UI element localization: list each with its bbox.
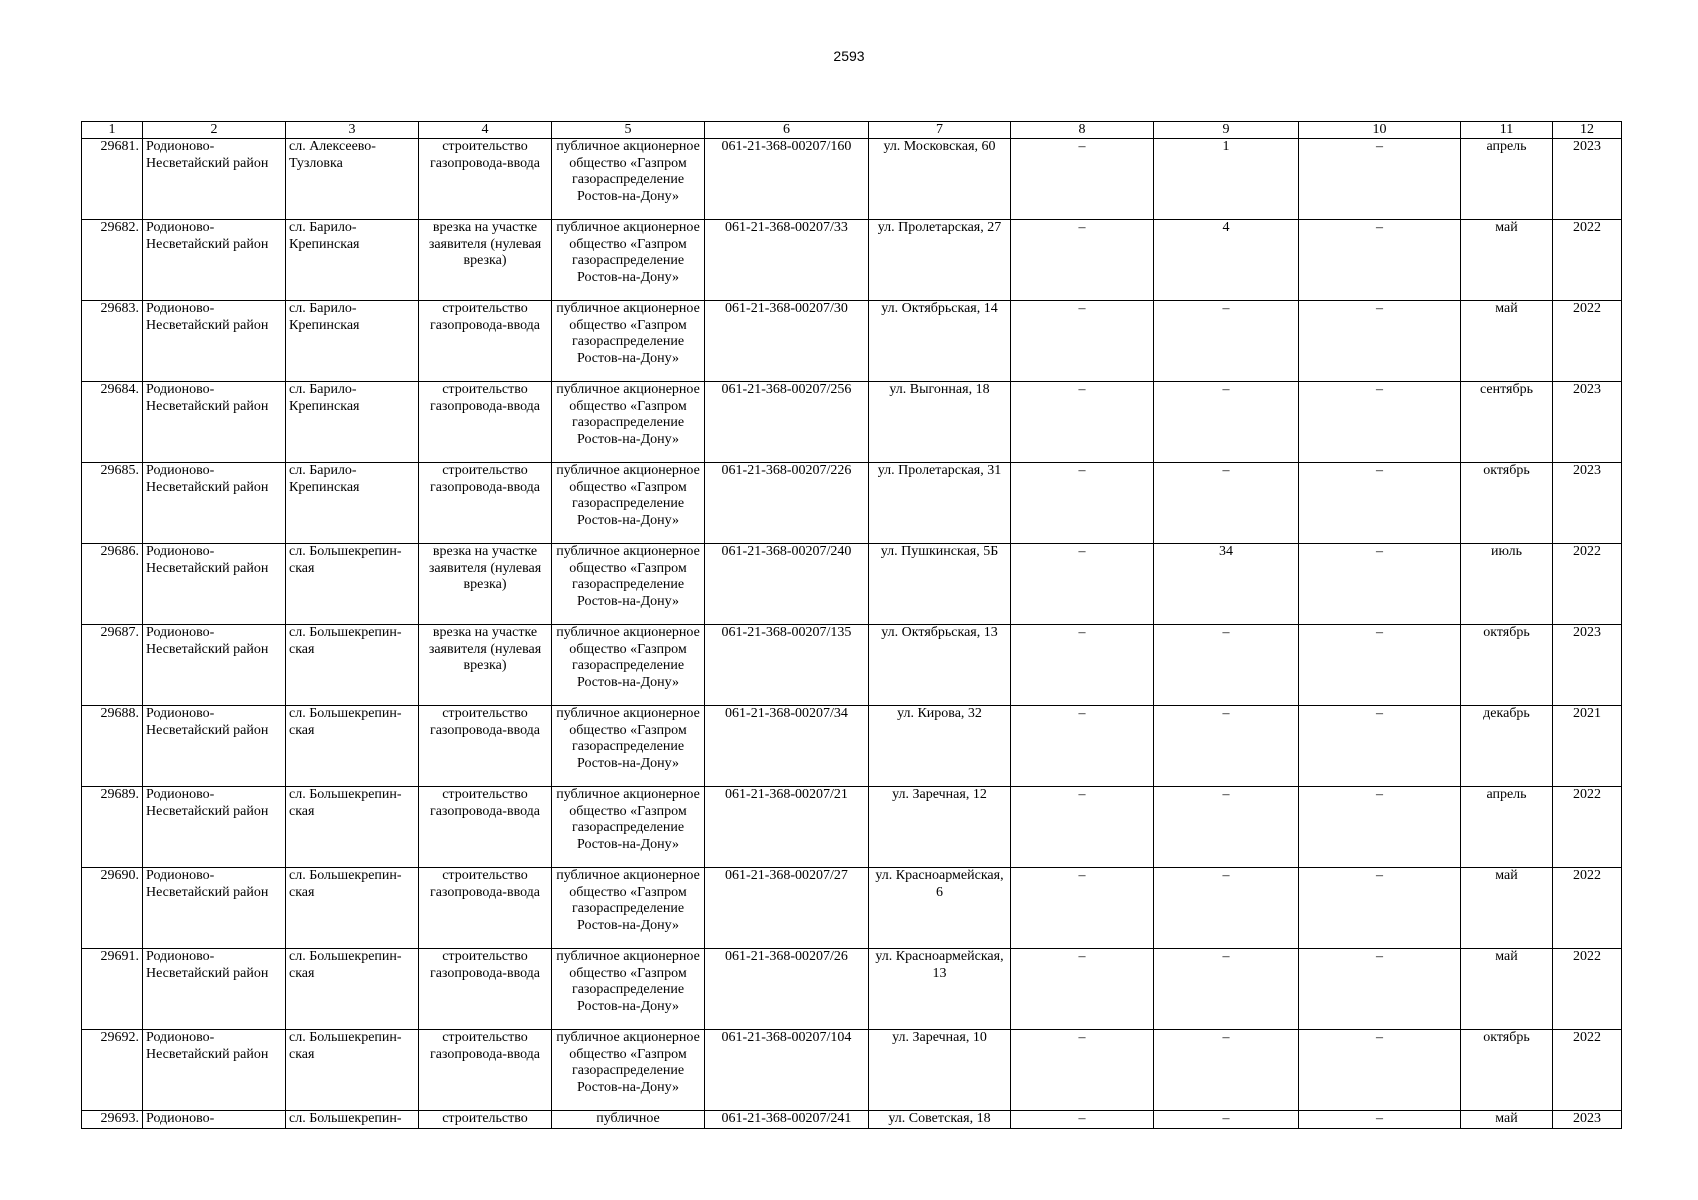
table-cell-col-1: 29683. xyxy=(82,301,143,382)
data-table xyxy=(81,121,1622,1129)
table-cell-col-3: сл. Большекрепин-ская xyxy=(286,1030,419,1111)
table-cell-col-8: – xyxy=(1011,868,1154,949)
table-cell-col-8: – xyxy=(1011,301,1154,382)
table-cell-col-2: Родионово-Несветайский район xyxy=(143,625,286,706)
table-cell-col-1: 29682. xyxy=(82,220,143,301)
table-cell-col-2: Родионово-Несветайский район xyxy=(143,706,286,787)
table-row xyxy=(82,139,1622,220)
table-cell-col-4: строительство газопровода-ввода xyxy=(419,301,552,382)
table-cell-col-5: публичное акционерное общество «Газпром газораспределение Ростов-на-Дону» xyxy=(552,382,705,463)
table-cell-col-11: октябрь xyxy=(1461,625,1553,706)
table-cell-col-4: строительство газопровода-ввода xyxy=(419,787,552,868)
table-cell-col-3: сл. Барило-Крепинская xyxy=(286,463,419,544)
table-cell-col-9: – xyxy=(1154,382,1299,463)
table-cell-col-1: 29681. xyxy=(82,139,143,220)
table-row xyxy=(82,382,1622,463)
table-cell-col-1: 29688. xyxy=(82,706,143,787)
table-cell-col-2: Родионово-Несветайский район xyxy=(143,949,286,1030)
table-cell-col-3: сл. Большекрепин-ская xyxy=(286,706,419,787)
table-cell-col-3: сл. Барило-Крепинская xyxy=(286,301,419,382)
column-header-3: 3 xyxy=(286,122,419,139)
table-cell-col-7: ул. Пролетарская, 31 xyxy=(869,463,1011,544)
table-row xyxy=(82,544,1622,625)
table-cell-col-10: – xyxy=(1299,301,1461,382)
table-cell-col-3: сл. Большекрепин-ская xyxy=(286,868,419,949)
table-cell-col-11: май xyxy=(1461,868,1553,949)
table-cell-col-4: строительство газопровода-ввода xyxy=(419,706,552,787)
table-cell-col-10: – xyxy=(1299,139,1461,220)
table-cell-col-8: – xyxy=(1011,949,1154,1030)
table-cell-col-12: 2023 xyxy=(1553,1111,1622,1129)
table-cell-col-9: – xyxy=(1154,868,1299,949)
table-row xyxy=(82,1030,1622,1111)
column-header-6: 6 xyxy=(705,122,869,139)
column-header-12: 12 xyxy=(1553,122,1622,139)
column-header-8: 8 xyxy=(1011,122,1154,139)
table-cell-col-5: публичное акционерное общество «Газпром газораспределение Ростов-на-Дону» xyxy=(552,1030,705,1111)
table-cell-col-4: строительство газопровода-ввода xyxy=(419,949,552,1030)
table-cell-col-5: публичное акционерное общество «Газпром газораспределение Ростов-на-Дону» xyxy=(552,787,705,868)
table-cell-col-6: 061-21-368-00207/240 xyxy=(705,544,869,625)
table-cell-col-5: публичное xyxy=(552,1111,705,1129)
table-cell-col-2: Родионово-Несветайский район xyxy=(143,868,286,949)
table-cell-col-12: 2022 xyxy=(1553,949,1622,1030)
table-cell-col-3: сл. Большекрепин-ская xyxy=(286,544,419,625)
table-row xyxy=(82,706,1622,787)
table-cell-col-5: публичное акционерное общество «Газпром газораспределение Ростов-на-Дону» xyxy=(552,220,705,301)
page-number: 2593 xyxy=(833,48,865,64)
table-cell-col-9: – xyxy=(1154,463,1299,544)
table-cell-col-11: май xyxy=(1461,949,1553,1030)
table-cell-col-1: 29693. xyxy=(82,1111,143,1129)
table-cell-col-2: Родионово-Несветайский район xyxy=(143,544,286,625)
column-header-1: 1 xyxy=(82,122,143,139)
table-cell-col-8: – xyxy=(1011,463,1154,544)
table-cell-col-12: 2022 xyxy=(1553,868,1622,949)
table-cell-col-7: ул. Октябрьская, 13 xyxy=(869,625,1011,706)
column-header-5: 5 xyxy=(552,122,705,139)
table-cell-col-1: 29686. xyxy=(82,544,143,625)
table-cell-col-10: – xyxy=(1299,220,1461,301)
table-cell-col-6: 061-21-368-00207/30 xyxy=(705,301,869,382)
table-row xyxy=(82,301,1622,382)
table-cell-col-9: – xyxy=(1154,625,1299,706)
table-row xyxy=(82,463,1622,544)
table-cell-col-8: – xyxy=(1011,625,1154,706)
table-cell-col-7: ул. Красноармейская, 6 xyxy=(869,868,1011,949)
table-cell-col-6: 061-21-368-00207/104 xyxy=(705,1030,869,1111)
table-cell-col-7: ул. Советская, 18 xyxy=(869,1111,1011,1129)
table-cell-col-2: Родионово-Несветайский район xyxy=(143,220,286,301)
table-body xyxy=(82,139,1622,1129)
table-cell-col-4: врезка на участке заявителя (нулевая врезка) xyxy=(419,625,552,706)
table-cell-col-10: – xyxy=(1299,463,1461,544)
table-cell-col-6: 061-21-368-00207/33 xyxy=(705,220,869,301)
table-cell-col-1: 29690. xyxy=(82,868,143,949)
table-row xyxy=(82,220,1622,301)
table-cell-col-6: 061-21-368-00207/160 xyxy=(705,139,869,220)
table-cell-col-12: 2023 xyxy=(1553,382,1622,463)
table-cell-col-5: публичное акционерное общество «Газпром газораспределение Ростов-на-Дону» xyxy=(552,463,705,544)
table-cell-col-6: 061-21-368-00207/256 xyxy=(705,382,869,463)
column-header-7: 7 xyxy=(869,122,1011,139)
table-cell-col-7: ул. Московская, 60 xyxy=(869,139,1011,220)
table-cell-col-4: строительство газопровода-ввода xyxy=(419,139,552,220)
table-cell-col-11: апрель xyxy=(1461,787,1553,868)
table-cell-col-3: сл. Алексеево-Тузловка xyxy=(286,139,419,220)
table-cell-col-11: сентябрь xyxy=(1461,382,1553,463)
table-cell-col-11: июль xyxy=(1461,544,1553,625)
table-cell-col-9: 1 xyxy=(1154,139,1299,220)
table-cell-col-12: 2022 xyxy=(1553,544,1622,625)
table-cell-col-7: ул. Заречная, 12 xyxy=(869,787,1011,868)
table-cell-col-1: 29692. xyxy=(82,1030,143,1111)
table-cell-col-10: – xyxy=(1299,382,1461,463)
table-cell-col-6: 061-21-368-00207/21 xyxy=(705,787,869,868)
table-cell-col-4: строительство газопровода-ввода xyxy=(419,382,552,463)
table-cell-col-12: 2022 xyxy=(1553,1030,1622,1111)
column-header-2: 2 xyxy=(143,122,286,139)
table-cell-col-3: сл. Большекрепин-ская xyxy=(286,787,419,868)
table-cell-col-11: декабрь xyxy=(1461,706,1553,787)
table-cell-col-5: публичное акционерное общество «Газпром газораспределение Ростов-на-Дону» xyxy=(552,625,705,706)
table-cell-col-7: ул. Пушкинская, 5Б xyxy=(869,544,1011,625)
table-cell-col-2: Родионово-Несветайский район xyxy=(143,787,286,868)
table-cell-col-3: сл. Большекрепин-ская xyxy=(286,625,419,706)
column-header-11: 11 xyxy=(1461,122,1553,139)
table-cell-col-6: 061-21-368-00207/241 xyxy=(705,1111,869,1129)
table-cell-col-3: сл. Барило-Крепинская xyxy=(286,382,419,463)
table-row xyxy=(82,949,1622,1030)
table-cell-col-5: публичное акционерное общество «Газпром газораспределение Ростов-на-Дону» xyxy=(552,139,705,220)
table-cell-col-9: – xyxy=(1154,787,1299,868)
table-cell-col-7: ул. Кирова, 32 xyxy=(869,706,1011,787)
table-cell-col-9: – xyxy=(1154,1030,1299,1111)
table-cell-col-12: 2023 xyxy=(1553,139,1622,220)
table-cell-col-8: – xyxy=(1011,139,1154,220)
table-cell-col-9: 4 xyxy=(1154,220,1299,301)
table-cell-col-11: май xyxy=(1461,301,1553,382)
table-row xyxy=(82,868,1622,949)
table-cell-col-5: публичное акционерное общество «Газпром газораспределение Ростов-на-Дону» xyxy=(552,544,705,625)
table-cell-col-10: – xyxy=(1299,625,1461,706)
column-header-10: 10 xyxy=(1299,122,1461,139)
table-cell-col-2: Родионово-Несветайский район xyxy=(143,382,286,463)
table-cell-col-12: 2022 xyxy=(1553,301,1622,382)
table-row xyxy=(82,787,1622,868)
table-cell-col-5: публичное акционерное общество «Газпром газораспределение Ростов-на-Дону» xyxy=(552,301,705,382)
table-cell-col-1: 29685. xyxy=(82,463,143,544)
table-cell-col-10: – xyxy=(1299,787,1461,868)
column-header-9: 9 xyxy=(1154,122,1299,139)
table-cell-col-4: строительство газопровода-ввода xyxy=(419,463,552,544)
table-header xyxy=(82,122,1622,139)
table-cell-col-8: – xyxy=(1011,1111,1154,1129)
table-cell-col-4: строительство газопровода-ввода xyxy=(419,1030,552,1111)
table-cell-col-6: 061-21-368-00207/34 xyxy=(705,706,869,787)
table-cell-col-3: сл. Большекрепин- xyxy=(286,1111,419,1129)
table-cell-col-7: ул. Выгонная, 18 xyxy=(869,382,1011,463)
table-row xyxy=(82,625,1622,706)
table-cell-col-2: Родионово-Несветайский район xyxy=(143,139,286,220)
table-cell-col-1: 29689. xyxy=(82,787,143,868)
table-cell-col-1: 29687. xyxy=(82,625,143,706)
table-cell-col-12: 2022 xyxy=(1553,220,1622,301)
table-cell-col-8: – xyxy=(1011,382,1154,463)
column-header-4: 4 xyxy=(419,122,552,139)
table-cell-col-1: 29691. xyxy=(82,949,143,1030)
table-row xyxy=(82,1111,1622,1129)
table-cell-col-7: ул. Красноармейская, 13 xyxy=(869,949,1011,1030)
table-cell-col-4: врезка на участке заявителя (нулевая врезка) xyxy=(419,220,552,301)
table-cell-col-12: 2021 xyxy=(1553,706,1622,787)
table-cell-col-8: – xyxy=(1011,220,1154,301)
table-cell-col-10: – xyxy=(1299,1111,1461,1129)
table-cell-col-11: май xyxy=(1461,220,1553,301)
table-cell-col-10: – xyxy=(1299,868,1461,949)
table-cell-col-10: – xyxy=(1299,949,1461,1030)
table-cell-col-2: Родионово-Несветайский район xyxy=(143,1030,286,1111)
table-cell-col-3: сл. Барило-Крепинская xyxy=(286,220,419,301)
table-cell-col-8: – xyxy=(1011,544,1154,625)
table-cell-col-3: сл. Большекрепин-ская xyxy=(286,949,419,1030)
table-cell-col-2: Родионово-Несветайский район xyxy=(143,301,286,382)
table-cell-col-5: публичное акционерное общество «Газпром газораспределение Ростов-на-Дону» xyxy=(552,868,705,949)
table-cell-col-11: апрель xyxy=(1461,139,1553,220)
table-cell-col-11: октябрь xyxy=(1461,1030,1553,1111)
table-cell-col-12: 2023 xyxy=(1553,463,1622,544)
table-cell-col-6: 061-21-368-00207/226 xyxy=(705,463,869,544)
table-cell-col-8: – xyxy=(1011,787,1154,868)
table-cell-col-9: – xyxy=(1154,949,1299,1030)
table-cell-col-6: 061-21-368-00207/135 xyxy=(705,625,869,706)
table-cell-col-12: 2023 xyxy=(1553,625,1622,706)
table-cell-col-7: ул. Заречная, 10 xyxy=(869,1030,1011,1111)
table-cell-col-9: 34 xyxy=(1154,544,1299,625)
table-cell-col-2: Родионово-Несветайский район xyxy=(143,463,286,544)
table-cell-col-7: ул. Пролетарская, 27 xyxy=(869,220,1011,301)
table-cell-col-9: – xyxy=(1154,706,1299,787)
table-cell-col-9: – xyxy=(1154,301,1299,382)
table-cell-col-10: – xyxy=(1299,706,1461,787)
table-cell-col-2: Родионово- xyxy=(143,1111,286,1129)
table-cell-col-8: – xyxy=(1011,1030,1154,1111)
table-cell-col-6: 061-21-368-00207/27 xyxy=(705,868,869,949)
table-cell-col-6: 061-21-368-00207/26 xyxy=(705,949,869,1030)
table-cell-col-9: – xyxy=(1154,1111,1299,1129)
table-cell-col-5: публичное акционерное общество «Газпром газораспределение Ростов-на-Дону» xyxy=(552,949,705,1030)
table-cell-col-10: – xyxy=(1299,544,1461,625)
table-cell-col-11: май xyxy=(1461,1111,1553,1129)
table-cell-col-11: октябрь xyxy=(1461,463,1553,544)
table-cell-col-4: строительство газопровода-ввода xyxy=(419,868,552,949)
table-cell-col-8: – xyxy=(1011,706,1154,787)
table-cell-col-1: 29684. xyxy=(82,382,143,463)
table-cell-col-4: врезка на участке заявителя (нулевая врезка) xyxy=(419,544,552,625)
table-cell-col-5: публичное акционерное общество «Газпром газораспределение Ростов-на-Дону» xyxy=(552,706,705,787)
table-cell-col-7: ул. Октябрьская, 14 xyxy=(869,301,1011,382)
table-cell-col-4: строительство xyxy=(419,1111,552,1129)
table-cell-col-12: 2022 xyxy=(1553,787,1622,868)
table-cell-col-10: – xyxy=(1299,1030,1461,1111)
